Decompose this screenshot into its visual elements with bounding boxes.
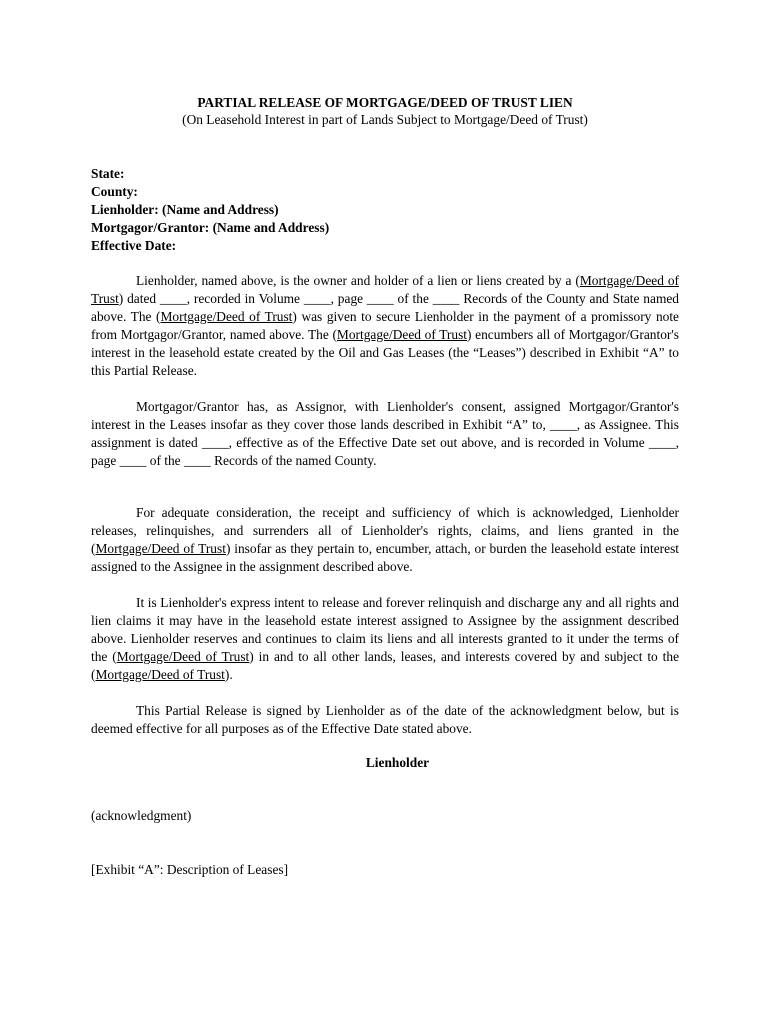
p1-text-d: ) encumbers all of Mortgagor/Grantor's interest in the leasehold estate created by the Oil and Gas Leases (the “Leases”) described in Exhibit “A” to this Partial Release.	[91, 327, 680, 378]
effective-date-field: Effective Date:	[91, 238, 177, 253]
state-field: State:	[91, 166, 125, 181]
mortgagor-field: Mortgagor/Grantor: (Name and Address)	[91, 220, 330, 235]
paragraph-lien-origin	[91, 272, 679, 380]
instrument-label: Mortgage/Deed of Trust	[95, 667, 225, 682]
p4-text-b: ) in and to all other lands, leases, and interests covered by and subject to the (	[91, 649, 680, 682]
p3-text-a: For adequate consideration, the receipt and sufficiency of which is acknowledged, Lienholder releases, relinquishes, and surrenders all of Lienholder's rights, claims, and liens granted in the (	[91, 505, 679, 556]
lienholder-field: Lienholder: (Name and Address)	[91, 202, 279, 217]
document-subtitle: (On Leasehold Interest in part of Lands Subject to Mortgage/Deed of Trust)	[182, 112, 588, 127]
county-field: County:	[91, 184, 138, 199]
p4-text-a: It is Lienholder's express intent to release and forever relinquish and discharge any and all rights and lien claims it may have in the leasehold estate interest assigned to Assignee by the assignment described above. Lienholder reserves and continues to claim its liens and all interests granted to it under the terms of the (	[91, 595, 679, 664]
paragraph-intent	[91, 594, 679, 684]
p1-text-c: ) was given to secure Lienholder in the payment of a promissory note from Mortgagor/Grantor, named above. The (	[91, 309, 679, 342]
instrument-label: Mortgage/Deed of Trust	[116, 649, 250, 664]
header-fields	[91, 165, 681, 255]
instrument-label: Mortgage/Deed of Trust	[160, 309, 293, 324]
paragraph-release	[91, 504, 679, 576]
p3-text-b: ) insofar as they pertain to, encumber, attach, or burden the leasehold estate interest assigned to the Assignee in the assignment described above.	[91, 541, 680, 574]
p1-text-b: ) dated ____, recorded in Volume ____, page ____ of the ____ Records of the County and State named above. The (	[91, 291, 679, 324]
paragraph-assignment: Mortgagor/Grantor has, as Assignor, with Lienholder's consent, assigned Mortgagor/Grantor's interest in the Leases insofar as they cover those lands described in Exhibit “A” to, ____, as Assignee. This assignment is dated ____, effective as of the Effective Date set out above, and is recorded in Volume ____, page ____ of the ____ Records of the named County.	[91, 399, 679, 468]
exhibit-placeholder: [Exhibit “A”: Description of Leases]	[91, 862, 289, 877]
acknowledgment-placeholder: (acknowledgment)	[91, 808, 192, 823]
paragraph-signature-note: This Partial Release is signed by Lienholder as of the date of the acknowledgment below, but is deemed effective for all purposes as of the Effective Date stated above.	[91, 703, 679, 736]
document-title: PARTIAL RELEASE OF MORTGAGE/DEED OF TRUST LIEN	[197, 95, 573, 110]
signature-label: Lienholder	[365, 755, 430, 770]
instrument-label: Mortgage/Deed of Trust	[95, 541, 226, 556]
p4-text-c: ).	[224, 667, 233, 682]
instrument-label: Mortgage/Deed of Trust	[336, 327, 468, 342]
p1-text-a: Lienholder, named above, is the owner and holder of a lien or liens created by a (	[136, 273, 580, 288]
instrument-label: Mortgage/Deed of Trust	[91, 273, 679, 306]
